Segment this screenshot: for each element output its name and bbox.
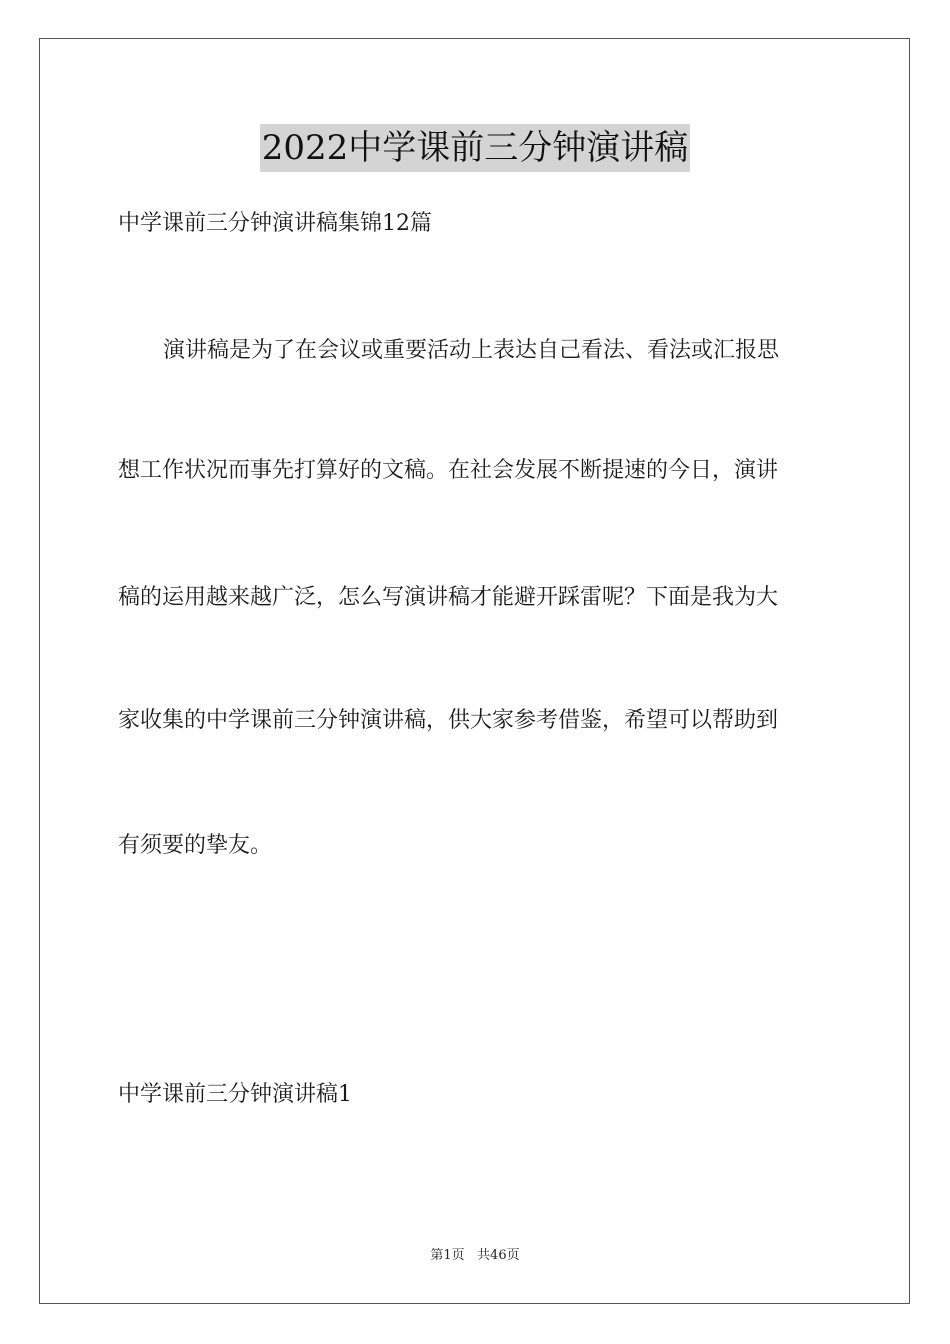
document-subtitle: 中学课前三分钟演讲稿集锦12篇 bbox=[118, 211, 432, 236]
document-title: 2022中学课前三分钟演讲稿 bbox=[260, 124, 691, 172]
paragraph-line-4: 家收集的中学课前三分钟演讲稿，供大家参考借鉴，希望可以帮助到 bbox=[118, 708, 779, 733]
paragraph-line-3: 稿的运用越来越广泛，怎么写演讲稿才能避开踩雷呢？下面是我为大 bbox=[118, 585, 779, 610]
paragraph-line-1: 演讲稿是为了在会议或重要活动上表达自己看法、看法或汇报思 bbox=[163, 338, 780, 363]
page-number-footer: 第1页 共46页 bbox=[430, 1248, 520, 1263]
title-container bbox=[0, 124, 950, 172]
paragraph-line-5: 有须要的挚友。 bbox=[118, 833, 273, 858]
section-heading: 中学课前三分钟演讲稿1 bbox=[118, 1082, 352, 1107]
paragraph-line-2: 想工作状况而事先打算好的文稿。在社会发展不断提速的今日，演讲 bbox=[118, 458, 779, 483]
